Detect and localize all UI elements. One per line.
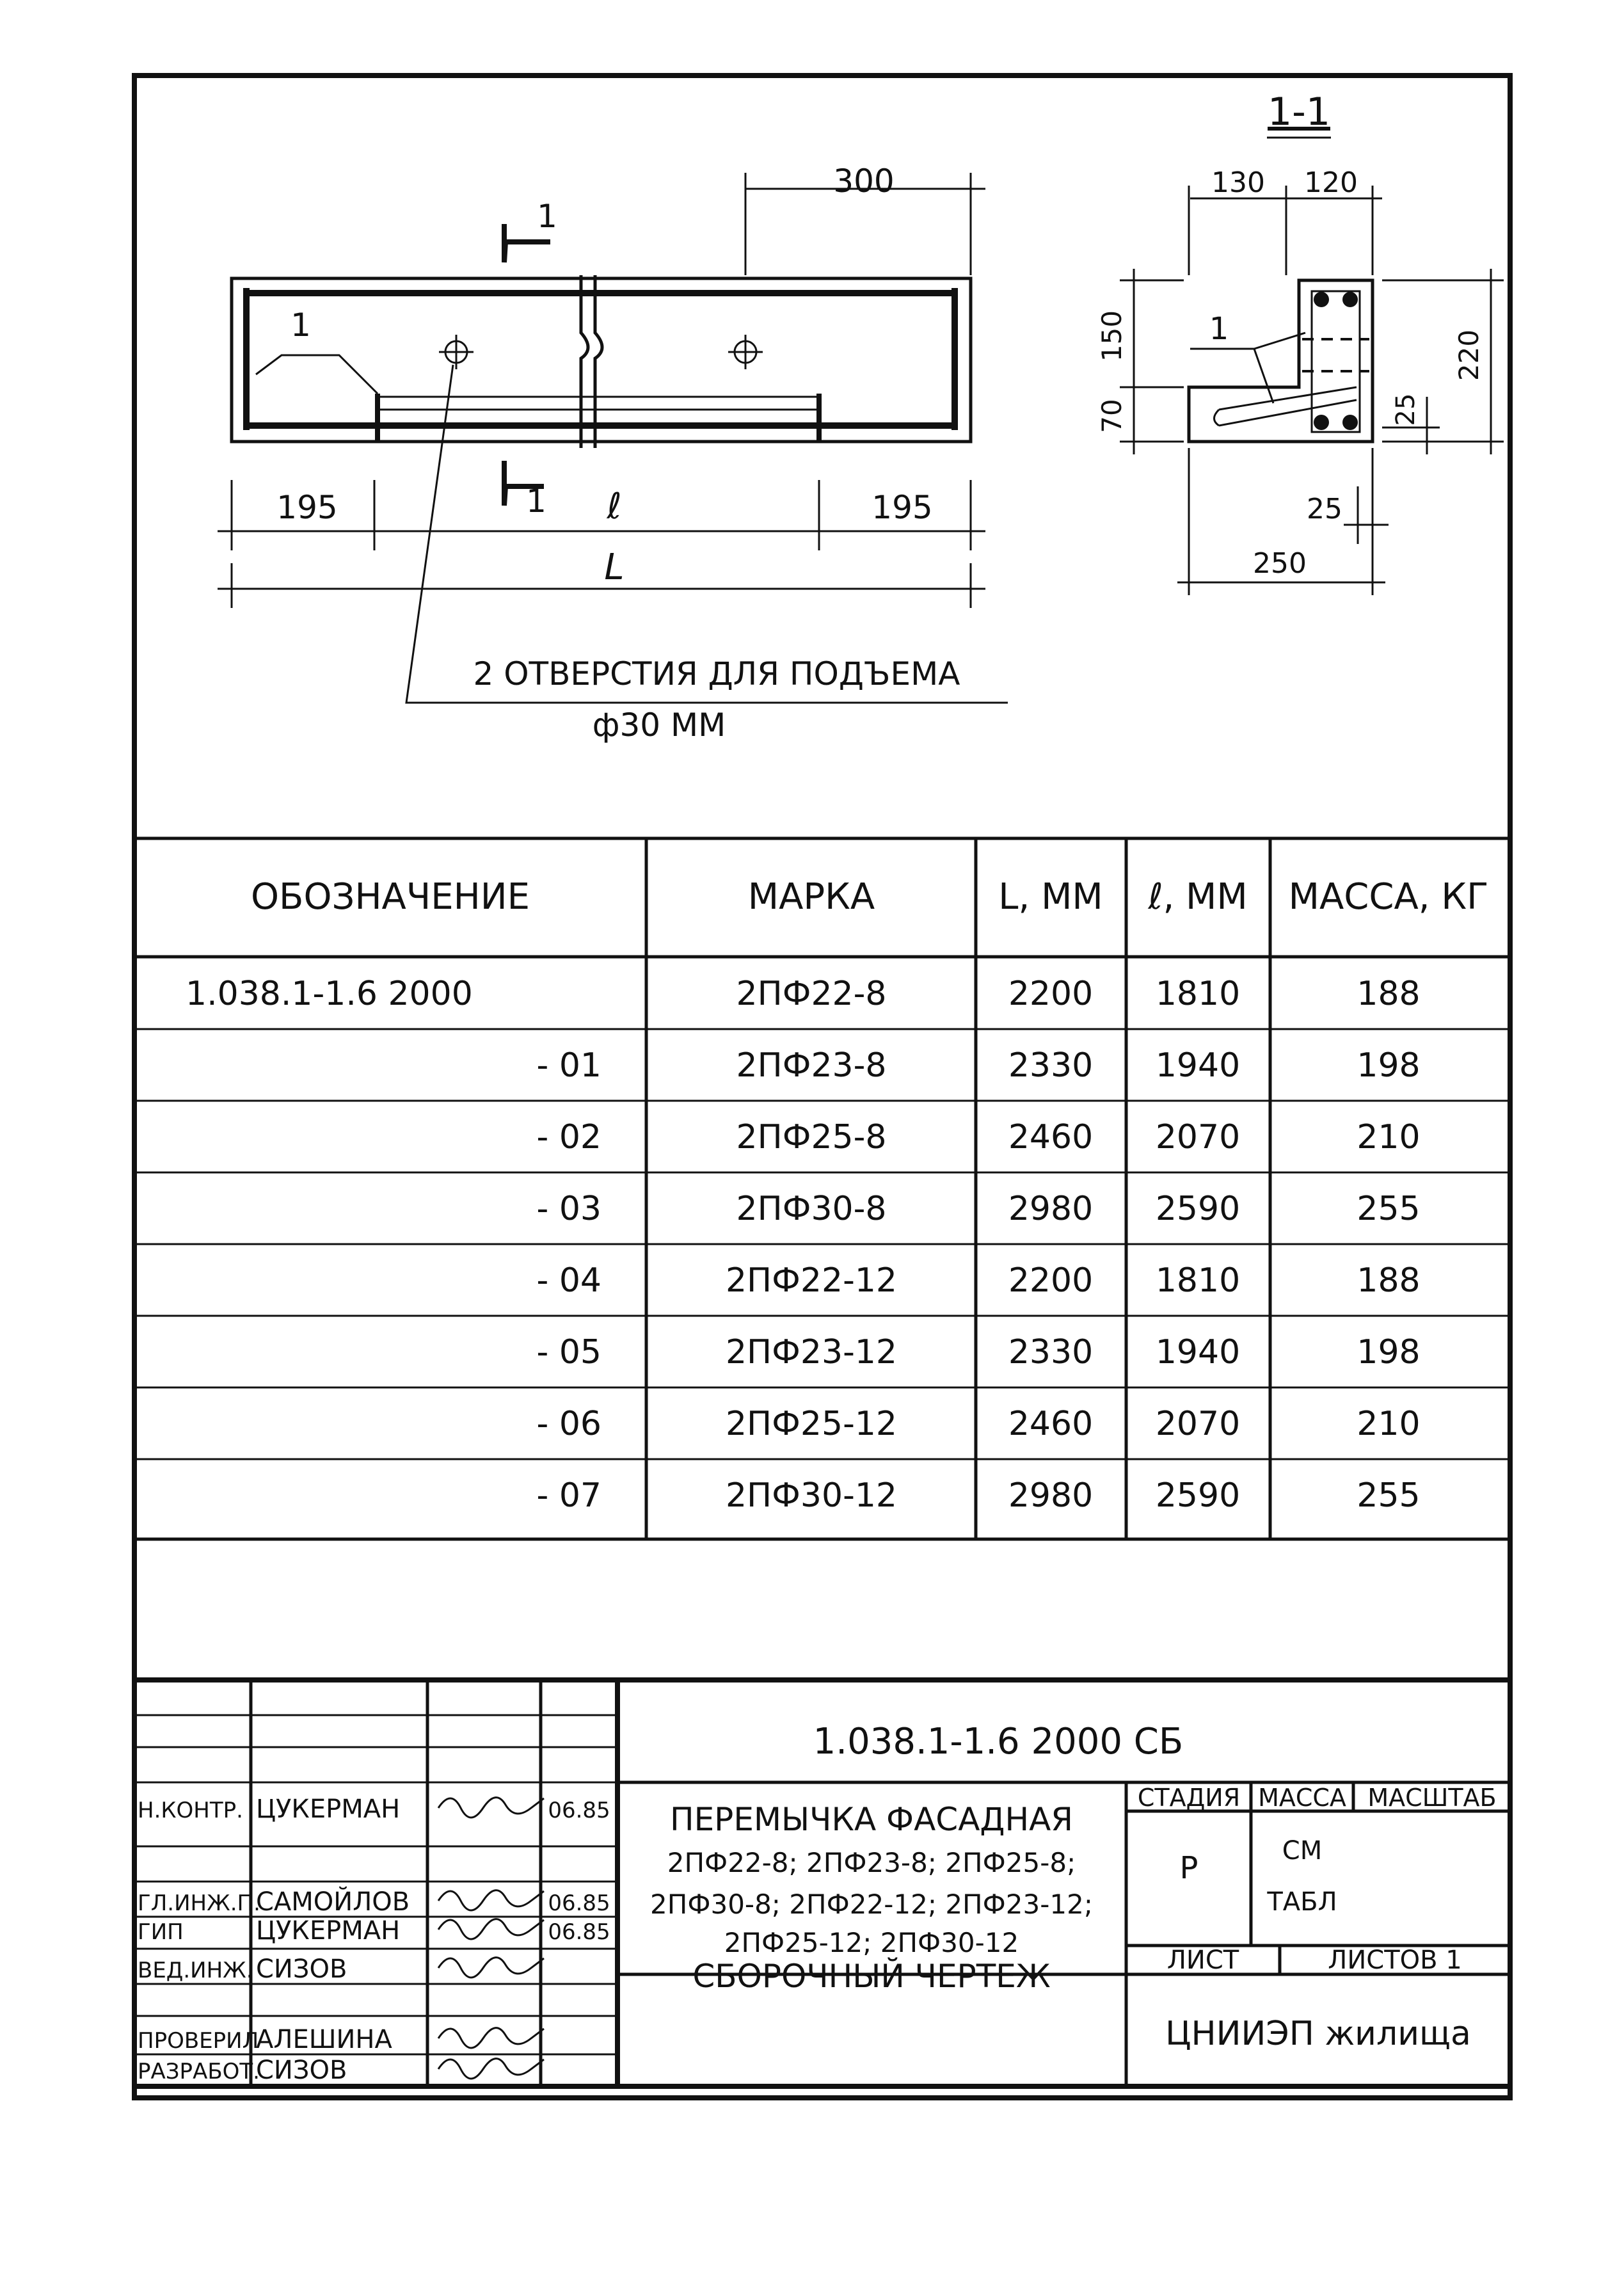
beam-elevation <box>218 163 1008 744</box>
signature-role: ПРОВЕРИЛ <box>138 2028 259 2054</box>
dim-150: 150 <box>1096 310 1127 362</box>
mass-label: МАССА <box>1258 1784 1346 1812</box>
signature-role: РАЗРАБОТ. <box>138 2059 260 2084</box>
drawing-title-line: ПЕРЕМЫЧКА ФАСАДНАЯ <box>669 1801 1074 1838</box>
dim-120: 120 <box>1304 166 1358 199</box>
table-row <box>537 1333 1421 1371</box>
cell-length-clear: 2590 <box>1155 1190 1241 1228</box>
cell-length-clear: 2070 <box>1155 1405 1241 1443</box>
title-block <box>134 1680 1510 2086</box>
cell-length-clear: 1940 <box>1155 1333 1241 1371</box>
signature-row <box>138 2025 544 2054</box>
cell-mass: 188 <box>1357 975 1421 1013</box>
signature-name: СИЗОВ <box>256 2056 347 2085</box>
cell-mark: 2ПФ23-12 <box>725 1333 898 1371</box>
dim-25-vertical: 25 <box>1391 393 1421 426</box>
handwritten-signature <box>438 1958 544 1978</box>
handwritten-signature <box>438 1919 544 1939</box>
dim-250: 250 <box>1253 547 1307 580</box>
cell-length-clear: 2590 <box>1155 1476 1241 1515</box>
cell-length-total: 2330 <box>1008 1046 1094 1085</box>
cell-mass: 198 <box>1357 1046 1421 1085</box>
cell-length-total: 2200 <box>1008 975 1094 1013</box>
table-row <box>537 1190 1421 1228</box>
dim-left-195: 195 <box>276 489 338 526</box>
cell-length-total: 2330 <box>1008 1333 1094 1371</box>
stage-label: СТАДИЯ <box>1137 1784 1241 1812</box>
signature-row <box>138 1954 544 1984</box>
beam-cross-section <box>1096 90 1504 595</box>
dim-total-length: L <box>604 547 625 588</box>
drawing-title <box>650 1801 1093 1995</box>
drawing-title-line: 2ПФ22-8; 2ПФ23-8; 2ПФ25-8; <box>667 1847 1076 1878</box>
dim-25-bottom: 25 <box>1307 493 1342 525</box>
drawing-title-line: 2ПФ25-12; 2ПФ30-12 <box>724 1927 1019 1958</box>
signature-date: 06.85 <box>548 1890 610 1916</box>
note-line-1: 2 ОТВЕРСТИЯ ДЛЯ ПОДЪЕМА <box>473 655 960 692</box>
table-row <box>537 1261 1421 1300</box>
dim-300: 300 <box>833 163 895 200</box>
table-row <box>537 1118 1421 1156</box>
section-marker-bottom: 1 <box>526 483 546 520</box>
signature-name: СИЗОВ <box>256 1954 347 1984</box>
signature-date: 06.85 <box>548 1919 610 1945</box>
cell-length-total: 2980 <box>1008 1476 1094 1515</box>
handwritten-signature <box>438 1890 544 1910</box>
section-label: 1-1 <box>1268 90 1330 134</box>
organization: ЦНИИЭП жилища <box>1165 2015 1471 2053</box>
drawing-title-line: СБОРОЧНЫЙ ЧЕРТЕЖ <box>692 1958 1051 1995</box>
signature-name: АЛЕШИНА <box>256 2025 392 2054</box>
cell-designation: - 03 <box>536 1190 601 1228</box>
cell-mass: 198 <box>1357 1333 1421 1371</box>
cell-designation: 1.038.1-1.6 2000 <box>186 975 473 1013</box>
cell-length-total: 2460 <box>1008 1118 1094 1156</box>
signature-role: ГЛ.ИНЖ.П. <box>138 1890 260 1916</box>
sheets-label: ЛИСТОВ 1 <box>1328 1946 1462 1975</box>
table-header-cell: МАССА, КГ <box>1288 876 1489 918</box>
handwritten-signature <box>438 2059 544 2079</box>
cell-length-total: 2200 <box>1008 1261 1094 1300</box>
cell-designation: - 02 <box>536 1118 601 1156</box>
table-row <box>537 1046 1421 1085</box>
signature-date: 06.85 <box>548 1798 610 1823</box>
handwritten-signature <box>438 2028 544 2048</box>
cell-designation: - 06 <box>536 1405 601 1443</box>
mass-value-line1: СМ <box>1282 1836 1323 1866</box>
table-header-cell: ОБОЗНАЧЕНИЕ <box>250 876 530 918</box>
signature-name: ЦУКЕРМАН <box>256 1916 401 1946</box>
dim-220: 220 <box>1453 329 1485 381</box>
signature-name: ЦУКЕРМАН <box>256 1794 401 1824</box>
cell-mass: 255 <box>1357 1190 1421 1228</box>
cell-length-clear: 2070 <box>1155 1118 1241 1156</box>
cell-mass: 210 <box>1357 1405 1421 1443</box>
table-row <box>537 1476 1421 1515</box>
table-header-cell: МАРКА <box>747 876 875 918</box>
table-header-cell: ℓ, ММ <box>1148 876 1248 918</box>
cell-designation: - 05 <box>536 1333 601 1371</box>
table-row-lines <box>134 1029 1510 1459</box>
cell-length-total: 2460 <box>1008 1405 1094 1443</box>
cell-mark: 2ПФ30-8 <box>736 1190 887 1228</box>
dim-70: 70 <box>1096 399 1127 433</box>
signature-row <box>138 2056 544 2085</box>
dim-right-195: 195 <box>872 489 933 526</box>
scale-label: МАСШТАБ <box>1367 1784 1497 1812</box>
signature-role: ВЕД.ИНЖ. <box>138 1958 253 1983</box>
cell-mark: 2ПФ23-8 <box>736 1046 887 1085</box>
cell-mass: 210 <box>1357 1118 1421 1156</box>
sheet-label: ЛИСТ <box>1166 1946 1239 1975</box>
cell-designation: - 01 <box>536 1046 601 1085</box>
cell-mass: 255 <box>1357 1476 1421 1515</box>
cell-mark: 2ПФ25-8 <box>736 1118 887 1156</box>
table-row <box>537 1405 1421 1443</box>
rebar-label-elevation: 1 <box>291 307 311 344</box>
cell-length-clear: 1810 <box>1155 1261 1241 1300</box>
table-header-cell: L, ММ <box>998 876 1103 918</box>
cell-designation: - 07 <box>536 1476 601 1515</box>
cell-mark: 2ПФ22-12 <box>725 1261 898 1300</box>
stage-value: Р <box>1179 1850 1198 1886</box>
cell-mass: 188 <box>1357 1261 1421 1300</box>
signature-row-lines <box>134 1715 617 2054</box>
dim-130: 130 <box>1211 166 1265 199</box>
cell-mark: 2ПФ30-12 <box>725 1476 898 1515</box>
cell-designation: - 04 <box>536 1261 601 1300</box>
signature-role: ГИП <box>138 1919 184 1945</box>
signature-role: Н.КОНТР. <box>138 1798 243 1823</box>
cell-length-clear: 1940 <box>1155 1046 1241 1085</box>
cell-mark: 2ПФ22-8 <box>736 975 887 1013</box>
specification-table <box>134 838 1510 1539</box>
section-marker-top: 1 <box>537 198 557 235</box>
cell-mark: 2ПФ25-12 <box>725 1405 898 1443</box>
handwritten-signature <box>438 1798 544 1818</box>
cell-length-total: 2980 <box>1008 1190 1094 1228</box>
signature-name: САМОЙЛОВ <box>256 1887 410 1917</box>
cell-length-clear: 1810 <box>1155 975 1241 1013</box>
document-code: 1.038.1-1.6 2000 СБ <box>813 1721 1184 1762</box>
dim-clear-length: ℓ <box>607 486 622 527</box>
mass-value-line2: ТАБЛ <box>1267 1887 1337 1917</box>
rebar-label-section: 1 <box>1209 311 1229 347</box>
table-row <box>186 975 1421 1013</box>
note-line-2: ф30 ММ <box>592 707 726 744</box>
table-header <box>251 876 1488 918</box>
drawing-title-line: 2ПФ30-8; 2ПФ22-12; 2ПФ23-12; <box>650 1889 1093 1920</box>
